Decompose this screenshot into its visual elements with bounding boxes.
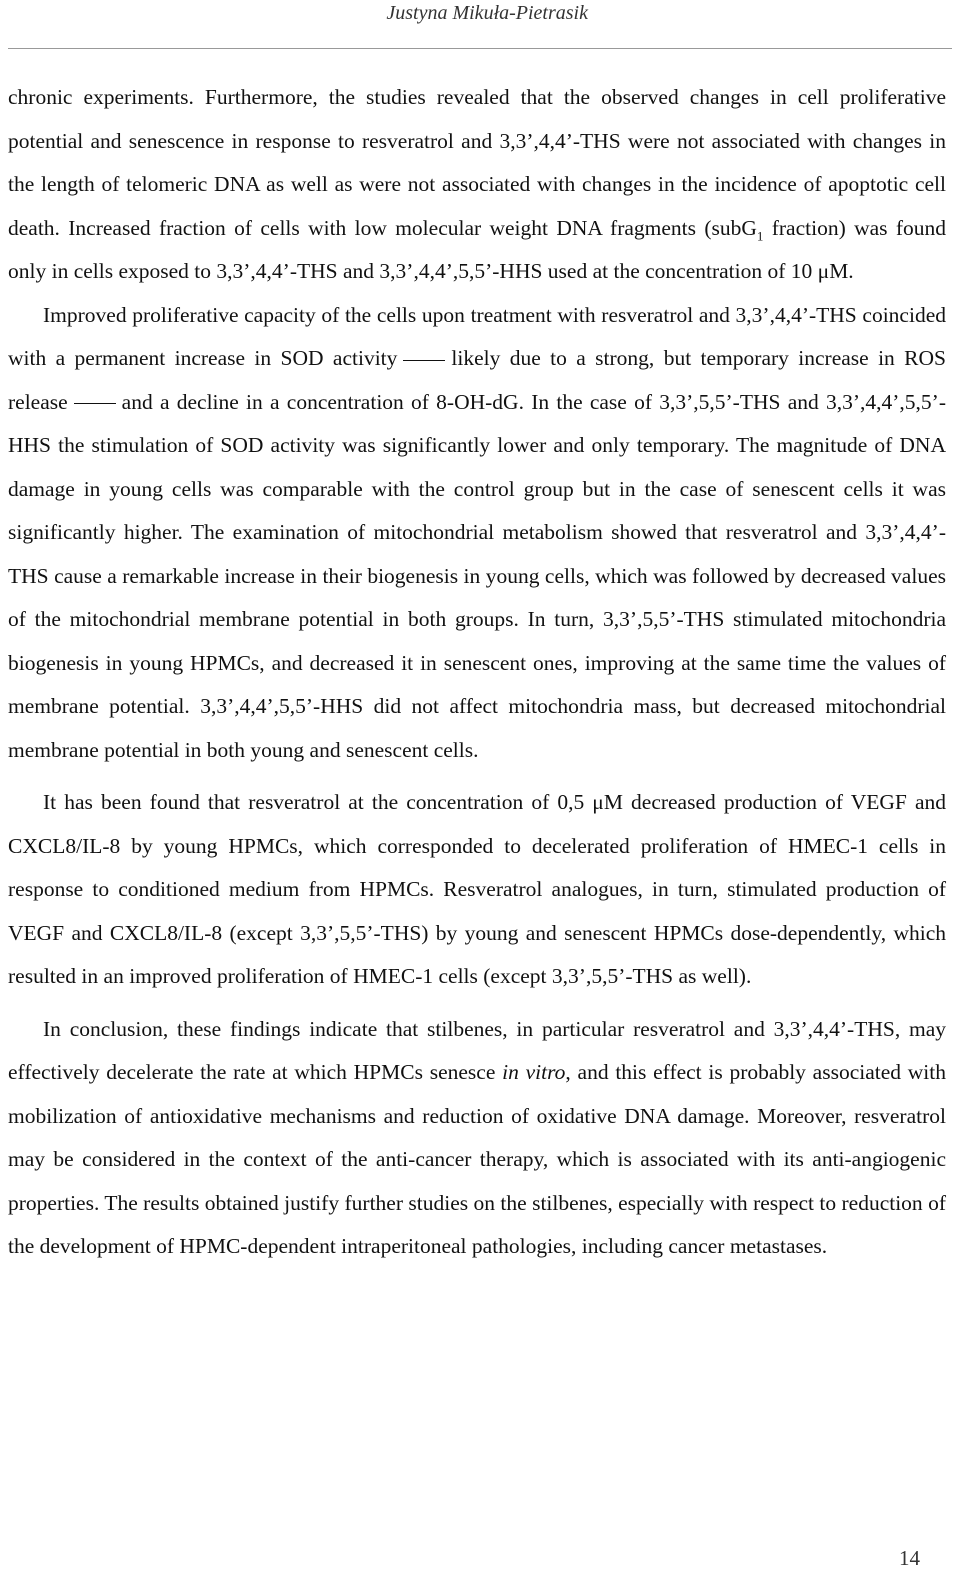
subscript-1: 1	[756, 227, 764, 243]
paragraph-gap	[8, 999, 946, 1008]
paragraph-2-text-a: Improved proliferative capacity of the cells upon treatment with resveratrol and 3,3’,4,4’-THS coincided with a permanent increase in SOD activity	[8, 302, 946, 370]
page-number: 14	[899, 1546, 920, 1570]
paragraph-1-text-a: chronic experiments. Furthermore, the studies revealed that the observed changes in cell proliferative potential and senescence in response to resveratrol and 3,3’,4,4’-THS were not associated with changes in the length of telomeric DNA as well as were not associated with changes in the incidence of apoptotic cell death. Increased fraction of cells with low molecular weight DNA fragments (subG	[8, 85, 946, 240]
paragraph-2-text-c: and a decline in a concentration of 8-OH-dG. In the case of 3,3’,5,5’-THS and 3,3’,4,4’,5,5’-HHS the stimulation of SOD activity was significantly lower and only temporary. The magnitude of DNA damage in young cells was comparable with the control group but in the case of senescent cells it was significantly higher. The examination of mitochondrial metabolism showed that resveratrol and 3,3’,4,4’-THS cause a remarkable increase in their biogenesis in young cells, which was followed by decreased values of the mitochondrial membrane potential in both groups. In turn, 3,3’,5,5’-THS stimulated mitochondria biogenesis in young HPMCs, and decreased it in senescent ones, improving at the same time the values of membrane potential. 3,3’,4,4’,5,5’-HHS did not affect mitochondria mass, but decreased mitochondrial membrane potential in both young and senescent cells.	[8, 389, 946, 762]
italic-in-vitro: in vitro	[502, 1060, 566, 1084]
paragraph-gap	[8, 772, 946, 781]
paragraph-4-text-b: , and this effect is probably associated with mobilization of antioxidative mechanisms and reduction of oxidative DNA damage. Moreover, resveratrol may be considered in the context of the anti-cancer therapy, which is associated with its anti-angiogenic properties. The results obtained justify further studies on the stilbenes, especially with respect to reduction of the development of HPMC-dependent intraperitoneal pathologies, including cancer metastases.	[8, 1060, 946, 1258]
paragraph-1	[8, 76, 946, 294]
paragraph-1-text-b: fraction) was found only in cells exposed to 3,3’,4,4’-THS and 3,3’,4,4’,5,5’-HHS used at the concentration of 10 μM.	[8, 215, 946, 283]
paragraph-4	[8, 1008, 946, 1269]
em-dash-line	[74, 403, 116, 404]
header-rule	[8, 48, 952, 49]
body-text	[8, 76, 946, 1269]
em-dash-line	[403, 360, 445, 361]
paragraph-2	[8, 294, 946, 773]
paragraph-4-text-a: In conclusion, these findings indicate that stilbenes, in particular resveratrol and 3,3’,4,4’-THS, may effectively decelerate the rate at which HPMCs senesce	[8, 1016, 946, 1084]
paragraph-3: It has been found that resveratrol at the concentration of 0,5 μM decreased production of VEGF and CXCL8/IL-8 by young HPMCs, which corresponded to decelerated proliferation of HMEC-1 cells in response to conditioned medium from HPMCs. Resveratrol analogues, in turn, stimulated production of VEGF and CXCL8/IL-8 (except 3,3’,5,5’-THS) by young and senescent HPMCs dose-dependently, which resulted in an improved proliferation of HMEC-1 cells (except 3,3’,5,5’-THS as well).	[8, 790, 946, 988]
paragraph-2-text-b: likely due to a strong, but temporary increase in ROS release	[8, 346, 946, 414]
running-header-author: Justyna Mikuła-Pietrasik	[386, 2, 588, 24]
